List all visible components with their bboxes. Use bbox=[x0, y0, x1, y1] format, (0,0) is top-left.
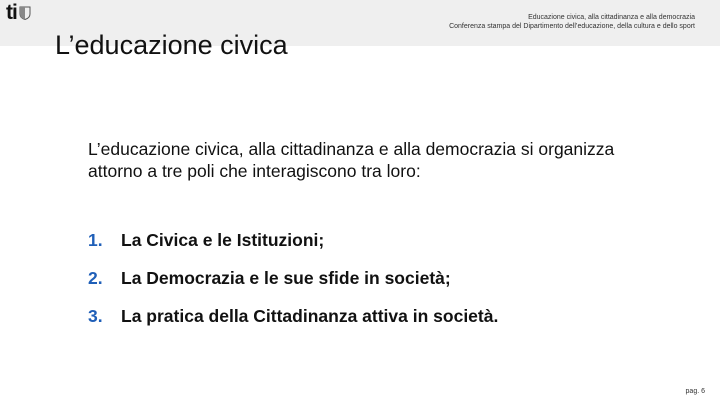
canton-ticino-crest-icon bbox=[19, 6, 31, 20]
header-info-line-2: Conferenza stampa del Dipartimento dell’educazione, della cultura e dello sport bbox=[449, 23, 695, 30]
list-item bbox=[88, 230, 498, 268]
logo bbox=[6, 3, 31, 25]
list-item-number: 1. bbox=[88, 230, 103, 250]
header-info-line-1: Educazione civica, alla cittadinanza e alla democrazia bbox=[528, 14, 695, 21]
page-number: pag. 6 bbox=[685, 388, 705, 395]
intro-paragraph: L’educazione civica, alla cittadinanza e alla democrazia si organizza attorno a tre poli che interagiscono tra loro: bbox=[88, 139, 615, 181]
slide-title: L’educazione civica bbox=[55, 30, 288, 60]
points-list bbox=[88, 230, 498, 344]
logo-text: ti bbox=[6, 1, 17, 24]
list-item-number: 3. bbox=[88, 306, 103, 326]
header-info bbox=[449, 13, 695, 31]
list-item-number: 2. bbox=[88, 268, 103, 288]
list-item bbox=[88, 268, 498, 306]
list-item-text: La pratica della Cittadinanza attiva in società. bbox=[121, 306, 499, 326]
list-item-text: La Democrazia e le sue sfide in società; bbox=[121, 268, 451, 288]
list-item-text: La Civica e le Istituzioni; bbox=[121, 230, 325, 250]
list-item bbox=[88, 306, 498, 344]
